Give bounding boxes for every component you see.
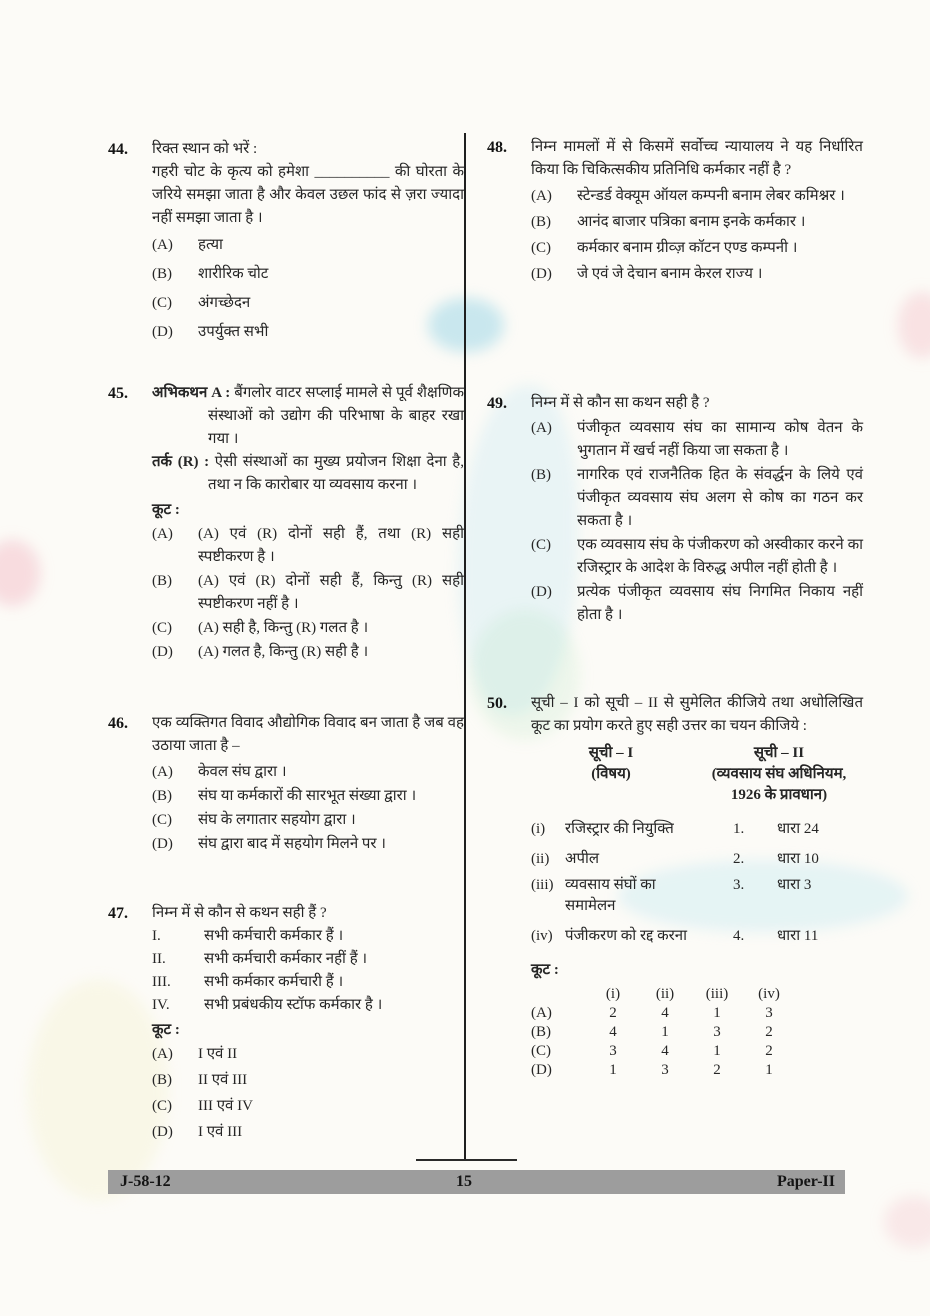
code-cell: 2 (765, 1024, 773, 1040)
code-cell: 1 (765, 1062, 773, 1078)
option-text: शारीरिक चोट (198, 266, 269, 282)
match-section: धारा 24 (777, 821, 819, 837)
code-header-cell: (iii) (705, 986, 729, 1002)
option-row (531, 581, 863, 627)
option-row (152, 321, 464, 344)
option-text: अंगच्छेदन (198, 295, 251, 311)
question-number: 48. (487, 139, 507, 156)
option-row (152, 523, 464, 569)
option-label: (C) (531, 537, 551, 553)
option-row (152, 1069, 464, 1092)
match-number: 3. (733, 877, 745, 893)
statement-text: सभी कर्मकार कर्मचारी हैं । (204, 974, 344, 990)
option-label: (B) (531, 214, 551, 230)
code-header-cell: (ii) (655, 986, 675, 1002)
option-label: (A) (152, 764, 173, 780)
option-label: (C) (531, 240, 551, 256)
code-header-cell: (iv) (758, 986, 780, 1002)
option-row (152, 1043, 464, 1066)
option-text: एक व्यवसाय संघ के पंजीकरण को अस्वीकार करने का रजिस्ट्रार के आदेश के विरुद्ध अपील नहीं होती है । (577, 537, 863, 576)
question-number: 47. (108, 905, 128, 922)
option-label: (D) (152, 1124, 173, 1140)
option-text: स्टेन्डर्ड वेक्यूम ऑयल कम्पनी बनाम लेबर कमिश्नर । (577, 188, 845, 204)
statement-row (152, 971, 464, 994)
match-section: धारा 10 (777, 851, 819, 867)
option-text: जे एवं जे देचान बनाम केरल राज्य । (577, 266, 763, 282)
code-row-label: (C) (531, 1043, 551, 1059)
question-number: 49. (487, 395, 507, 412)
match-section: धारा 11 (777, 928, 819, 944)
match-marker: (i) (531, 821, 546, 837)
option-label: (C) (152, 1098, 172, 1114)
option-label: (A) (152, 1046, 173, 1062)
list1-header (541, 743, 681, 806)
code-row-label: (B) (531, 1024, 551, 1040)
footer-paper-code: J-58-12 (120, 1173, 171, 1190)
footer-bar (108, 1170, 845, 1194)
code-header-cell: (i) (605, 986, 621, 1002)
option-label: (A) (152, 526, 173, 542)
option-label: (D) (152, 644, 173, 660)
code-cell: 3 (661, 1062, 669, 1078)
option-row (531, 263, 863, 286)
question-48 (487, 136, 863, 286)
option-text: I एवं II (198, 1046, 238, 1062)
option-label: (B) (152, 266, 172, 282)
question-47 (108, 902, 464, 1144)
question-stem: निम्न में से कौन सा कथन सही है ? (531, 395, 710, 411)
option-text: संघ के लगातार सहयोग द्वारा । (198, 812, 356, 828)
question-stem: रिक्त स्थान को भरें : (152, 141, 258, 157)
option-label: (B) (152, 573, 172, 589)
option-row (531, 417, 863, 463)
kut-label: कूट : (531, 962, 559, 978)
question-stem: सूची – I को सूची – II से सुमेलित कीजिये तथा अधोलिखित कूट का प्रयोग करते हुए सही उत्तर का चयन कीजिये : (531, 695, 863, 734)
option-row (531, 211, 863, 234)
match-number: 1. (733, 821, 745, 837)
option-row (531, 237, 863, 260)
statement-row (152, 994, 464, 1017)
assertion-row (152, 382, 464, 451)
match-row (531, 926, 863, 947)
statement-label: III. (152, 974, 171, 990)
option-label: (A) (531, 420, 552, 436)
option-text: II एवं III (198, 1072, 248, 1088)
option-text: आनंद बाजार पत्रिका बनाम इनके कर्मकार । (577, 214, 806, 230)
code-row-label: (A) (531, 1005, 552, 1021)
statement-row (152, 925, 464, 948)
option-label: (C) (152, 620, 172, 636)
option-text: संघ द्वारा बाद में सहयोग मिलने पर । (198, 836, 386, 852)
statement-label: I. (152, 928, 161, 944)
statement-label: IV. (152, 997, 170, 1013)
option-text: (A) एवं (R) दोनों सही हैं, तथा (R) सही स्पष्टीकरण है । (198, 526, 464, 565)
option-text: संघ या कर्मकारों की सारभूत संख्या द्वारा । (198, 788, 417, 804)
scan-stain-pink (0, 540, 40, 606)
match-row (531, 819, 863, 840)
option-text: I एवं III (198, 1124, 243, 1140)
statement-text: सभी कर्मचारी कर्मकार हैं । (204, 928, 344, 944)
option-text: उपर्युक्त सभी (198, 324, 269, 340)
question-number: 46. (108, 715, 128, 732)
code-cell: 2 (609, 1005, 617, 1021)
match-item: व्यवसाय संघों का समामेलन (565, 877, 656, 914)
match-number: 4. (733, 928, 745, 944)
list2-header (705, 743, 853, 806)
option-label: (B) (152, 1072, 172, 1088)
code-cell: 3 (765, 1005, 773, 1021)
kut-label: कूट : (152, 1022, 180, 1038)
code-cell: 1 (713, 1043, 721, 1059)
option-text: III एवं IV (198, 1098, 253, 1114)
option-label: (A) (531, 188, 552, 204)
reason-label: तर्क (R) : (152, 454, 210, 470)
option-label: (C) (152, 812, 172, 828)
option-text: केवल संघ द्वारा । (198, 764, 287, 780)
match-item: रजिस्ट्रार की नियुक्ति (565, 821, 674, 837)
code-cell: 3 (713, 1024, 721, 1040)
kut-label: कूट : (152, 502, 180, 518)
code-cell: 1 (609, 1062, 617, 1078)
option-label: (C) (152, 295, 172, 311)
reason-row (152, 451, 464, 497)
list1-title: सूची – I (588, 745, 634, 761)
question-46 (108, 712, 464, 856)
match-lists-header (531, 743, 863, 806)
assertion-label: अभिकथन A : (152, 385, 231, 401)
option-text: प्रत्येक पंजीकृत व्यवसाय संघ निगमित निकाय नहीं होता है । (577, 584, 863, 623)
option-label: (D) (152, 324, 173, 340)
option-label: (D) (152, 836, 173, 852)
code-row-label: (D) (531, 1062, 552, 1078)
option-row (152, 234, 464, 257)
code-cell: 2 (765, 1043, 773, 1059)
question-stem: निम्न मामलों में से किसमें सर्वोच्च न्यायालय ने यह निर्धारित किया कि चिकित्सकीय प्रतिनिधि कर्मकार नहीं है ? (531, 139, 863, 178)
option-text: (A) एवं (R) दोनों सही हैं, किन्तु (R) सही स्पष्टीकरण नहीं है । (198, 573, 464, 612)
option-row (152, 1121, 464, 1144)
option-row (152, 263, 464, 286)
option-text: (A) गलत है, किन्तु (R) सही है । (198, 644, 369, 660)
scan-stain-pink (898, 292, 930, 358)
option-text: हत्या (198, 237, 223, 253)
question-45 (108, 382, 464, 664)
option-label: (B) (152, 788, 172, 804)
statement-text: सभी प्रबंधकीय स्टॉफ कर्मकार है । (204, 997, 383, 1013)
scan-stain-pink (884, 1196, 930, 1248)
code-header-empty (531, 985, 587, 1004)
option-text: पंजीकृत व्यवसाय संघ का सामान्य कोष वेतन के भुगतान में खर्च नहीं किया जा सकता है । (577, 420, 863, 459)
code-cell: 2 (713, 1062, 721, 1078)
option-row (152, 292, 464, 315)
option-row (152, 641, 464, 664)
code-cell: 3 (609, 1043, 617, 1059)
question-44 (108, 138, 464, 344)
question-49 (487, 392, 863, 627)
option-row (152, 761, 464, 784)
option-label: (B) (531, 467, 551, 483)
option-row (152, 570, 464, 616)
match-item: अपील (565, 851, 600, 867)
assertion-text: बैंगलोर वाटर सप्लाई मामले से पूर्व शैक्षणिक संस्थाओं को उद्योग की परिभाषा के बाहर रखा गया । (208, 385, 464, 447)
option-text: कर्मकार बनाम ग्रीव्ज़ कॉटन एण्ड कम्पनी । (577, 240, 798, 256)
option-label: (A) (152, 237, 173, 253)
option-text: नागरिक एवं राजनैतिक हित के संवर्द्धन के लिये एवं पंजीकृत व्यवसाय संघ अलग से कोष का गठन कर सकता है । (577, 467, 863, 529)
question-stem: निम्न में से कौन से कथन सही हैं ? (152, 905, 327, 921)
list2-subtitle: (व्यवसाय संघ अधिनियम, 1926 के प्रावधान) (711, 766, 847, 803)
code-cell: 1 (713, 1005, 721, 1021)
statement-text: सभी कर्मचारी कर्मकार नहीं हैं । (204, 951, 368, 967)
question-body: गहरी चोट के कृत्य को हमेशा __________ की घोरता के जरिये समझा जाता है और केवल उछल फांद से ज़रा ज्यादा नहीं समझा जाता है । (152, 164, 464, 226)
statement-label: II. (152, 951, 166, 967)
option-row (152, 785, 464, 808)
code-cell: 4 (609, 1024, 617, 1040)
question-50 (487, 692, 863, 1080)
statement-row (152, 948, 464, 971)
question-stem: एक व्यक्तिगत विवाद औद्योगिक विवाद बन जाता है जब वह उठाया जाता है – (152, 715, 464, 754)
match-section: धारा 3 (777, 877, 812, 893)
match-marker: (ii) (531, 851, 550, 867)
option-row (152, 1095, 464, 1118)
option-row (152, 809, 464, 832)
option-row (531, 185, 863, 208)
match-row (531, 849, 863, 870)
page-number: 15 (456, 1173, 472, 1190)
option-row (152, 617, 464, 640)
page-number-rule (416, 1159, 517, 1161)
match-item: पंजीकरण को रद्द करना (565, 928, 687, 944)
list2-title: सूची – II (753, 745, 805, 761)
question-number: 50. (487, 695, 507, 712)
match-number: 2. (733, 851, 745, 867)
code-cell: 4 (661, 1043, 669, 1059)
option-label: (D) (531, 584, 552, 600)
match-list (531, 819, 863, 947)
option-row (531, 534, 863, 580)
match-row (531, 875, 863, 917)
reason-text: ऐसी संस्थाओं का मुख्य प्रयोजन शिक्षा देना है, तथा न कि कारोबार या व्यवसाय करना । (208, 454, 465, 493)
option-text: (A) सही है, किन्तु (R) गलत है । (198, 620, 369, 636)
column-divider (464, 133, 466, 1161)
code-table (531, 985, 863, 1080)
option-label: (D) (531, 266, 552, 282)
match-marker: (iii) (531, 877, 554, 893)
footer-paper-label: Paper-II (776, 1173, 835, 1190)
option-row (531, 464, 863, 533)
code-cell: 4 (661, 1005, 669, 1021)
match-marker: (iv) (531, 928, 553, 944)
question-number: 45. (108, 385, 128, 402)
option-row (152, 833, 464, 856)
code-cell: 1 (661, 1024, 669, 1040)
list1-subtitle: (विषय) (591, 766, 631, 782)
question-number: 44. (108, 141, 128, 158)
